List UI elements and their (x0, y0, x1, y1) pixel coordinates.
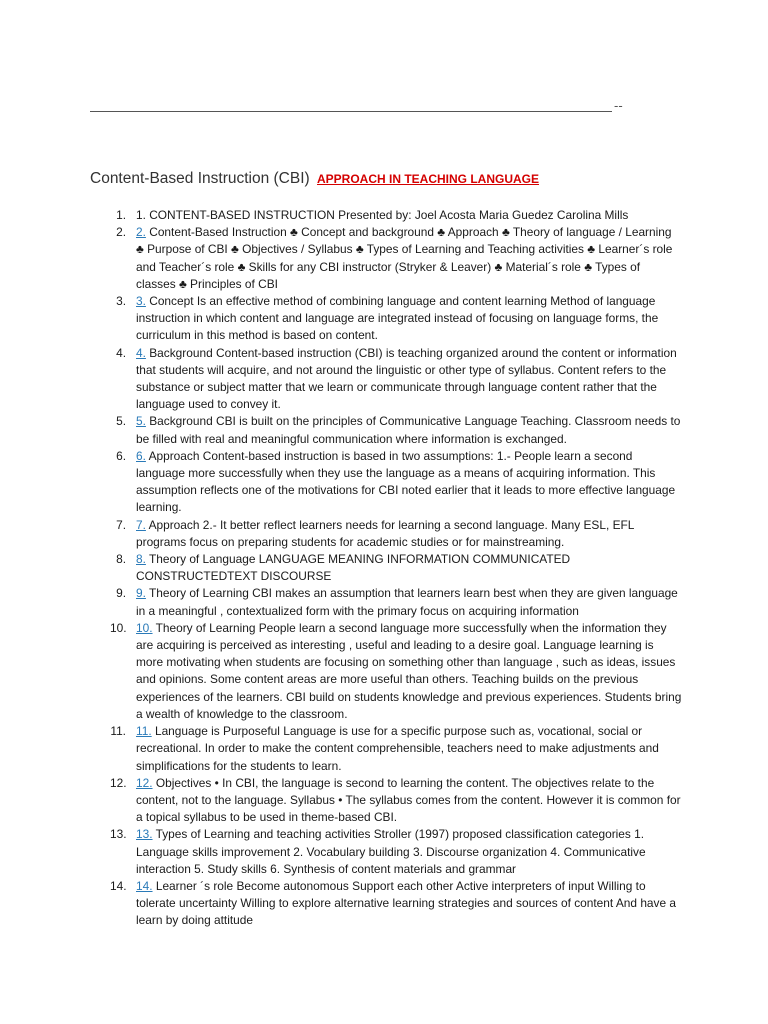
slide-link[interactable]: 10. (136, 620, 153, 635)
slide-link[interactable]: 9. (136, 586, 146, 601)
list-item (110, 207, 682, 224)
list-item-text: Content-Based Instruction ♣ Concept and background ♣ Approach ♣ Theory of language / Learning ♣ Purpose of CBI ♣ Objectives / Syllabus ♣ Types of Learning and Teaching activities ♣ Learner´s role and Teacher´s role ♣ Skills for any CBI instructor (Stryker & Leaver) ♣ Material´s role ♣ Types of classes ♣ Principles of CBI (136, 225, 673, 291)
list-item-text: Theory of Learning CBI makes an assumption that learners learn best when they are given language in a meaningful , contextualized form with the primary focus on acquiring information (136, 586, 678, 618)
slide-link[interactable]: 8. (136, 552, 146, 567)
slide-list (110, 207, 682, 930)
list-item (110, 448, 682, 517)
list-item-text: Language is Purposeful Language is use for a specific purpose such as, vocational, social or recreational. In order to make the content comprehensible, teachers need to make adjustments and simplifications for the students to learn. (136, 724, 659, 773)
list-item (110, 293, 682, 345)
page-title (90, 170, 539, 188)
slide-link[interactable]: 6. (136, 448, 146, 463)
rule-suffix: -- (614, 98, 623, 113)
slide-link[interactable]: 2. (136, 225, 146, 240)
list-item (110, 620, 682, 723)
list-item-number: 10. (110, 620, 127, 635)
list-item-number: 12. (110, 775, 127, 790)
slide-link[interactable]: 7. (136, 517, 146, 532)
title-accent: APPROACH IN TEACHING LANGUAGE (317, 172, 540, 186)
list-item-text: Background Content-based instruction (CBI) is teaching organized around the content or information that students will acquire, and not around the linguistic or other type of syllabus. Content refers to the substance or subject matter that we learn or communicate through language content rather that the language used to convey it. (136, 345, 677, 412)
list-item (110, 723, 682, 775)
slide-link[interactable]: 4. (136, 345, 146, 360)
list-item-text: Approach 2.- It better reflect learners needs for learning a second language. Many ESL, EFL programs focus on preparing students for academic studies or for mainstreaming. (136, 517, 634, 549)
list-item-number: 14. (110, 878, 127, 893)
list-item-number: 4. (116, 345, 126, 360)
title-main: Content-Based Instruction (CBI) (90, 170, 310, 187)
list-item-text: Background CBI is built on the principles of Communicative Language Teaching. Classroom needs to be filled with real and meaningful communication where information is exchanged. (136, 414, 681, 446)
list-item-text: 1. CONTENT-BASED INSTRUCTION Presented by: Joel Acosta Maria Guedez Carolina Mills (136, 208, 629, 222)
list-item-number: 3. (116, 294, 126, 309)
list-item-number: 5. (116, 414, 126, 429)
list-item-text: Theory of Learning People learn a second language more successfully when the information they are acquiring is perceived as interesting , useful and leading to a desire goal. Language learning is more motivating when students are focusing on something other than language , such as ideas, issues and opinions. Some content areas are more useful than others. Teaching builds on the previous experiences of the learners. CBI build on students knowledge and previous experiences. Students bring a wealth of knowledge to the classroom. (136, 620, 682, 721)
slide-link[interactable]: 5. (136, 414, 146, 429)
slide-link[interactable]: 14. (136, 878, 153, 893)
list-item-number: 2. (116, 225, 126, 240)
horizontal-rule (90, 111, 612, 112)
list-item-text: Learner ´s role Become autonomous Support each other Active interpreters of input Willing to tolerate uncertainty Willing to explore alternative learning strategies and sources of content And have a learn by doing attitude (136, 878, 677, 928)
header-rule (90, 98, 650, 114)
list-item-number: 9. (116, 586, 126, 601)
list-item-number: 7. (116, 517, 126, 532)
list-item (110, 413, 682, 447)
list-item (110, 826, 682, 878)
list-item (110, 585, 682, 619)
slide-link[interactable]: 11. (136, 724, 152, 739)
list-item-text: Types of Learning and teaching activities Stroller (1997) proposed classification categories 1. Language skills improvement 2. Vocabulary building 3. Discourse organization 4. Communicative interaction 5. Study skills 6. Synthesis of content materials and grammar (136, 827, 646, 876)
list-item-text: Theory of Language LANGUAGE MEANING INFORMATION COMMUNICATED CONSTRUCTEDTEXT DISCOURSE (136, 552, 571, 584)
list-item-number: 1. (116, 208, 126, 222)
list-item-text: Concept Is an effective method of combining language and content learning Method of language instruction in which content and language are integrated instead of focusing on language forms, the curriculum in this method is based on content. (136, 294, 659, 343)
list-item (110, 345, 682, 414)
list-item-number: 13. (110, 827, 127, 842)
list-item-number: 6. (116, 448, 126, 463)
slide-link[interactable]: 13. (136, 827, 153, 842)
list-item-number: 8. (116, 552, 126, 567)
slide-link[interactable]: 3. (136, 294, 146, 309)
list-item-number: 11. (110, 724, 126, 739)
list-item (110, 775, 682, 827)
list-item (110, 878, 682, 930)
list-item (110, 551, 682, 585)
list-item (110, 517, 682, 551)
list-item-text: Objectives • In CBI, the language is second to learning the content. The objectives relate to the content, not to the language. Syllabus • The syllabus comes from the content. However it is common for a topical syllabus to be used in theme-based CBI. (136, 775, 681, 825)
slide-link[interactable]: 12. (136, 775, 153, 790)
list-item (110, 224, 682, 293)
list-item-text: Approach Content-based instruction is based in two assumptions: 1.- People learn a second language more successfully when they use the language as a means of acquiring information. This assumption reflects one of the motivations for CBI noted earlier that it leads to more effective language learning. (136, 448, 676, 515)
